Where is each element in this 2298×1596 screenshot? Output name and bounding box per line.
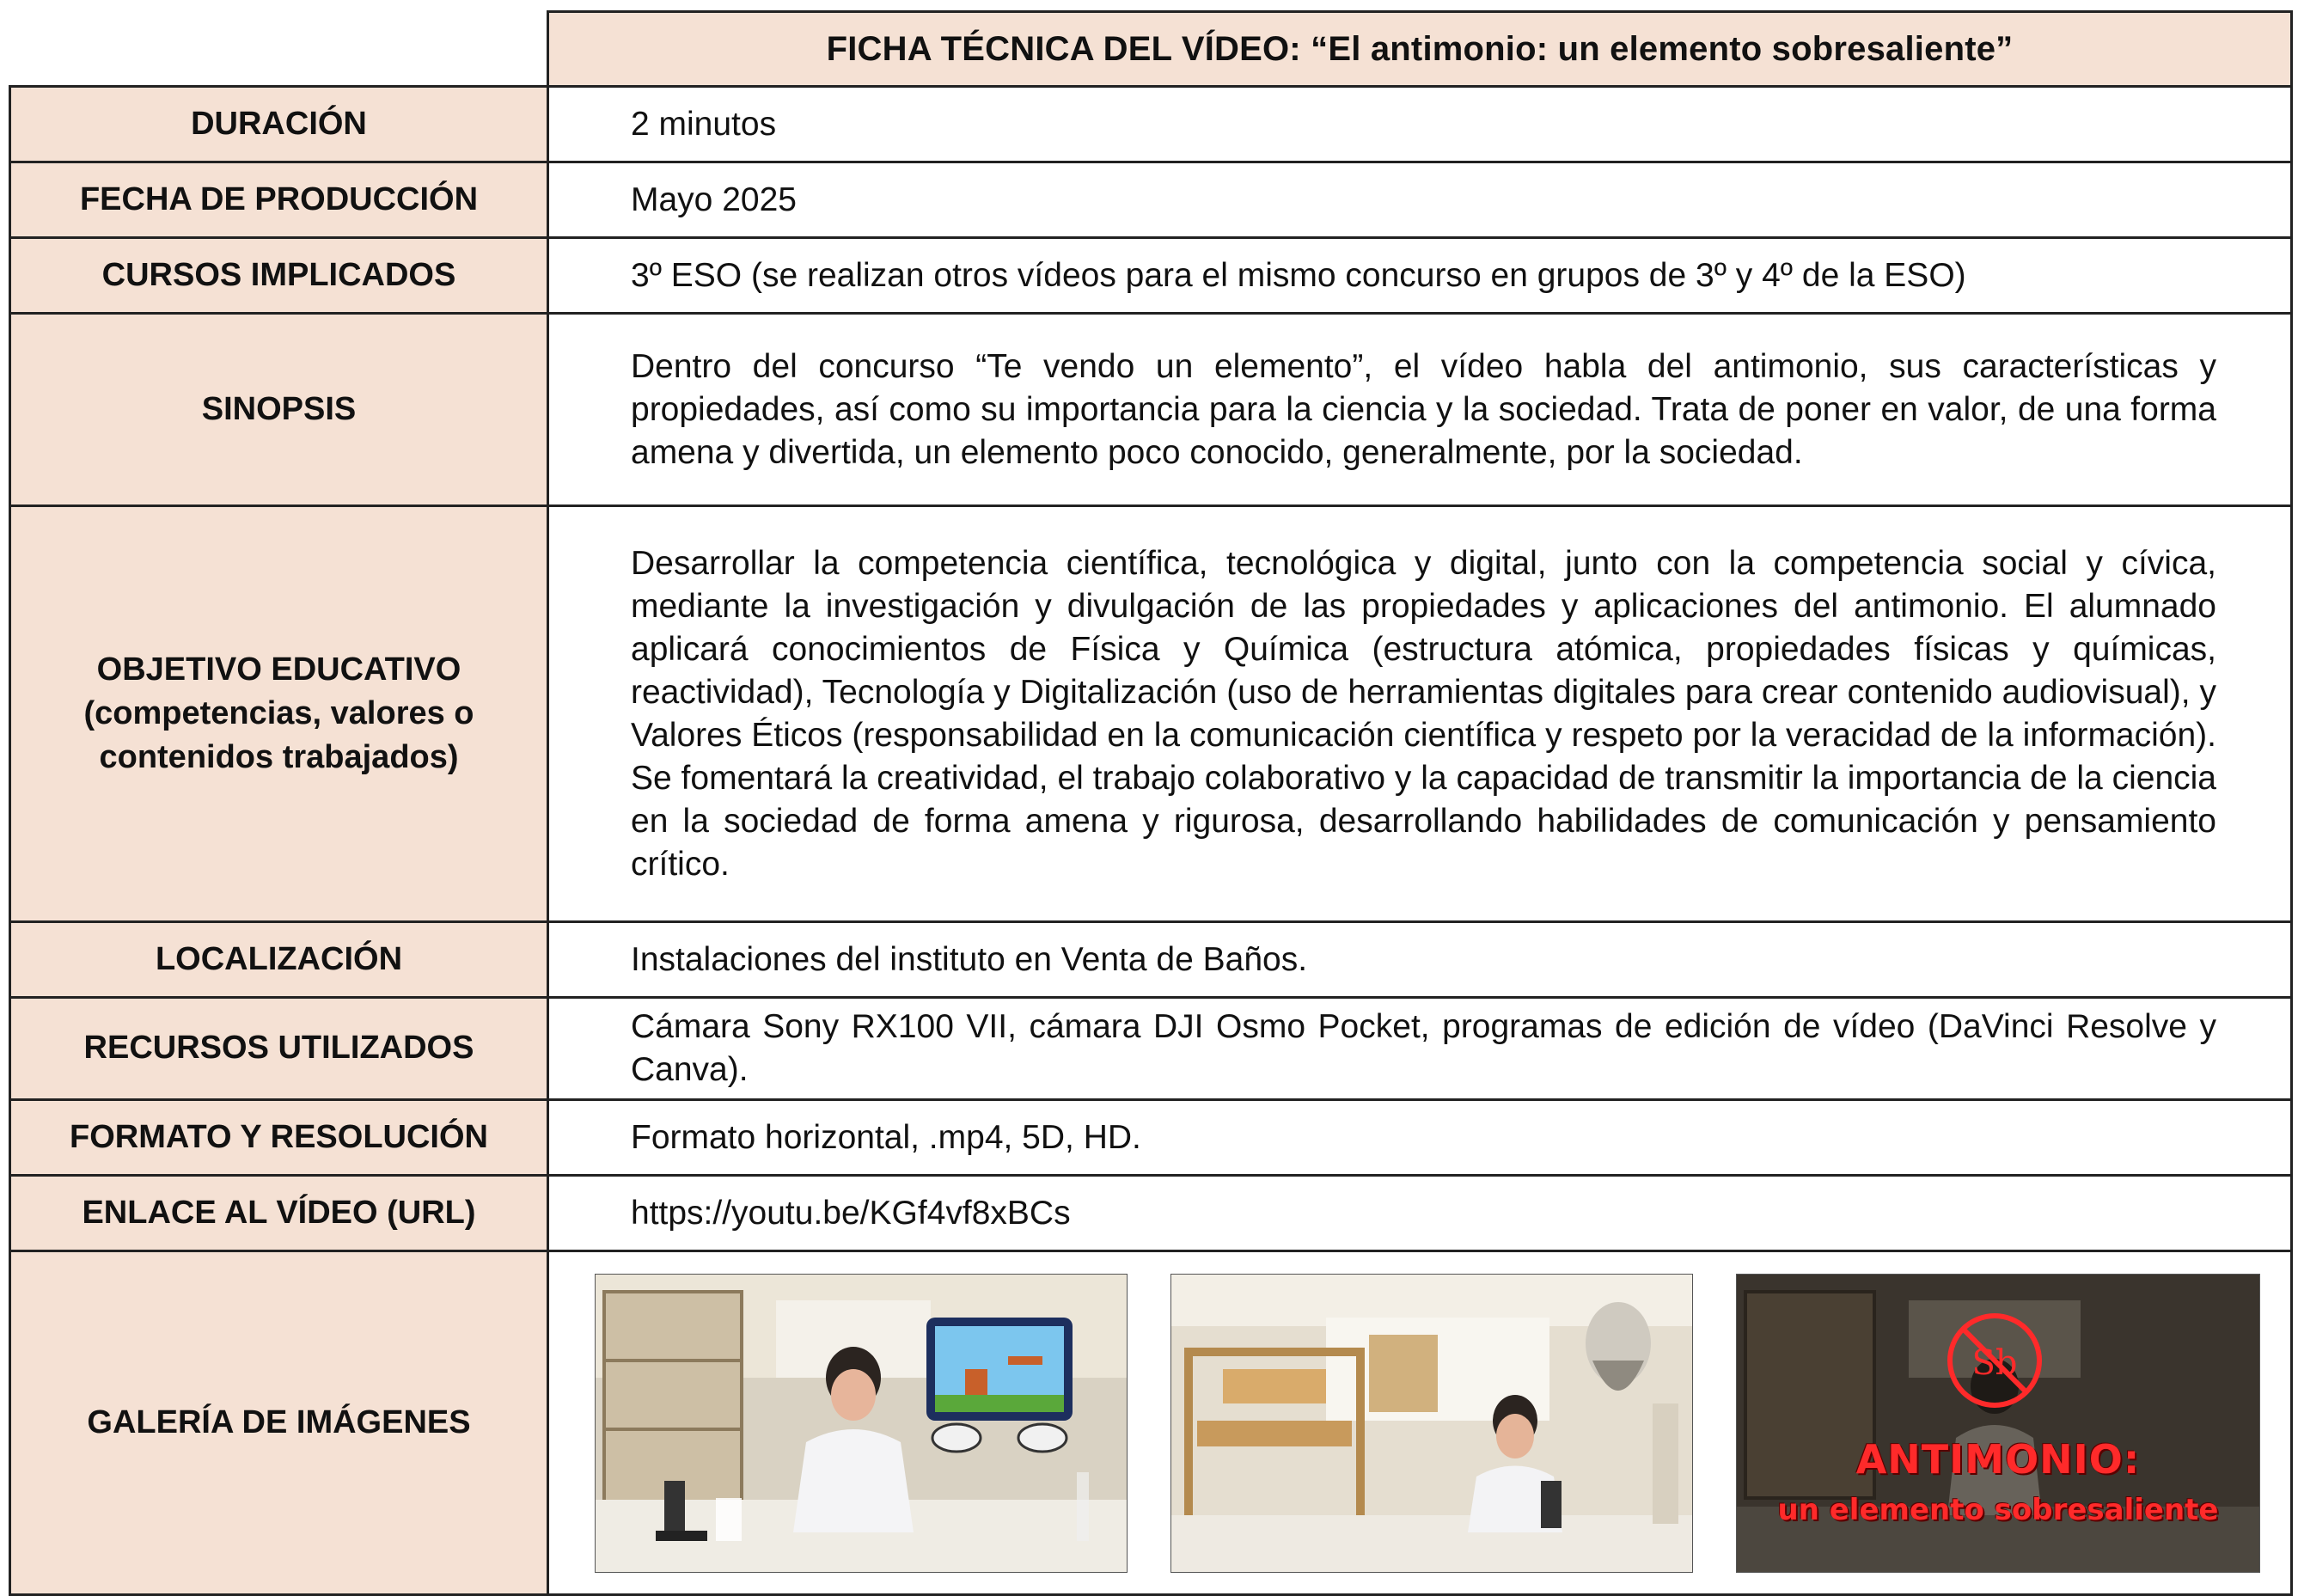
gallery-cell (548, 1251, 2292, 1595)
label-formato: FORMATO Y RESOLUCIÓN (10, 1100, 548, 1176)
label-localizacion: LOCALIZACIÓN (10, 922, 548, 998)
label-fecha: FECHA DE PRODUCCIÓN (10, 162, 548, 238)
gallery-image-3[interactable] (1736, 1274, 2260, 1573)
title-card-photo-icon (1737, 1275, 2259, 1572)
row-localizacion (10, 922, 2292, 998)
classroom-game-screen-photo-icon (596, 1275, 1127, 1572)
row-fecha (10, 162, 2292, 238)
row-enlace (10, 1176, 2292, 1251)
row-duracion (10, 87, 2292, 162)
sheet-table (9, 85, 2293, 1596)
label-objetivo-line2: (competencias, valores o contenidos trabajados) (83, 694, 474, 776)
gallery-image-1[interactable] (595, 1274, 1128, 1573)
value-enlace[interactable]: https://youtu.be/KGf4vf8xBCs (548, 1176, 2292, 1251)
label-recursos: RECURSOS UTILIZADOS (10, 998, 548, 1100)
label-objetivo (10, 506, 548, 922)
row-cursos (10, 238, 2292, 314)
classroom-printing-press-photo-icon (1171, 1275, 1692, 1572)
label-galeria: GALERÍA DE IMÁGENES (10, 1251, 548, 1595)
row-objetivo (10, 506, 2292, 922)
label-cursos: CURSOS IMPLICADOS (10, 238, 548, 314)
title-card-caption-line2: un elemento sobresaliente (1777, 1492, 2219, 1527)
label-duracion: DURACIÓN (10, 87, 548, 162)
value-duracion: 2 minutos (548, 87, 2292, 162)
row-formato (10, 1100, 2292, 1176)
gallery-image-2[interactable] (1170, 1274, 1693, 1573)
label-sinopsis: SINOPSIS (10, 314, 548, 506)
value-sinopsis: Dentro del concurso “Te vendo un elemento”, el vídeo habla del antimonio, sus características y propiedades, así como su importancia para la ciencia y la sociedad. Trata de poner en valor, de una forma amena y divertida, un elemento poco conocido, generalmente, por la sociedad. (548, 314, 2292, 506)
technical-sheet (9, 10, 2293, 1579)
title-card-caption-line1: ANTIMONIO: (1855, 1435, 2141, 1483)
value-fecha: Mayo 2025 (548, 162, 2292, 238)
sheet-title-text: FICHA TÉCNICA DEL VÍDEO: “El antimonio: un elemento sobresaliente” (826, 29, 2014, 68)
value-objetivo: Desarrollar la competencia científica, tecnológica y digital, junto con la competencia social y cívica, mediante la investigación y divulgación de las propiedades y aplicaciones del antimonio. El alumnado aplicará conocimientos de Física y Química (estructura atómica, propiedades físicas y químicas, reactividad), Tecnología y Digitalización (uso de herramientas digitales para crear contenido audiovisual), y Valores Éticos (responsabilidad en la comunicación científica y respeto por la veracidad de la información). Se fomentará la creatividad, el trabajo colaborativo y la capacidad de transmitir la importancia de la ciencia en la sociedad de forma amena y rigurosa, desarrollando habilidades de comunicación y pensamiento crítico. (548, 506, 2292, 922)
label-objetivo-line1: OBJETIVO EDUCATIVO (96, 651, 461, 688)
sheet-title (547, 10, 2293, 88)
symbol-text: Sb (1971, 1342, 2018, 1383)
value-recursos: Cámara Sony RX100 VII, cámara DJI Osmo Pocket, programas de edición de vídeo (DaVinci Resolve y Canva). (548, 998, 2292, 1100)
value-formato: Formato horizontal, .mp4, 5D, HD. (548, 1100, 2292, 1176)
row-recursos (10, 998, 2292, 1100)
image-gallery (550, 1274, 2289, 1573)
row-sinopsis (10, 314, 2292, 506)
label-enlace: ENLACE AL VÍDEO (URL) (10, 1176, 548, 1251)
value-localizacion: Instalaciones del instituto en Venta de Baños. (548, 922, 2292, 998)
value-cursos: 3º ESO (se realizan otros vídeos para el mismo concurso en grupos de 3º y 4º de la ESO) (548, 238, 2292, 314)
row-galeria (10, 1251, 2292, 1595)
